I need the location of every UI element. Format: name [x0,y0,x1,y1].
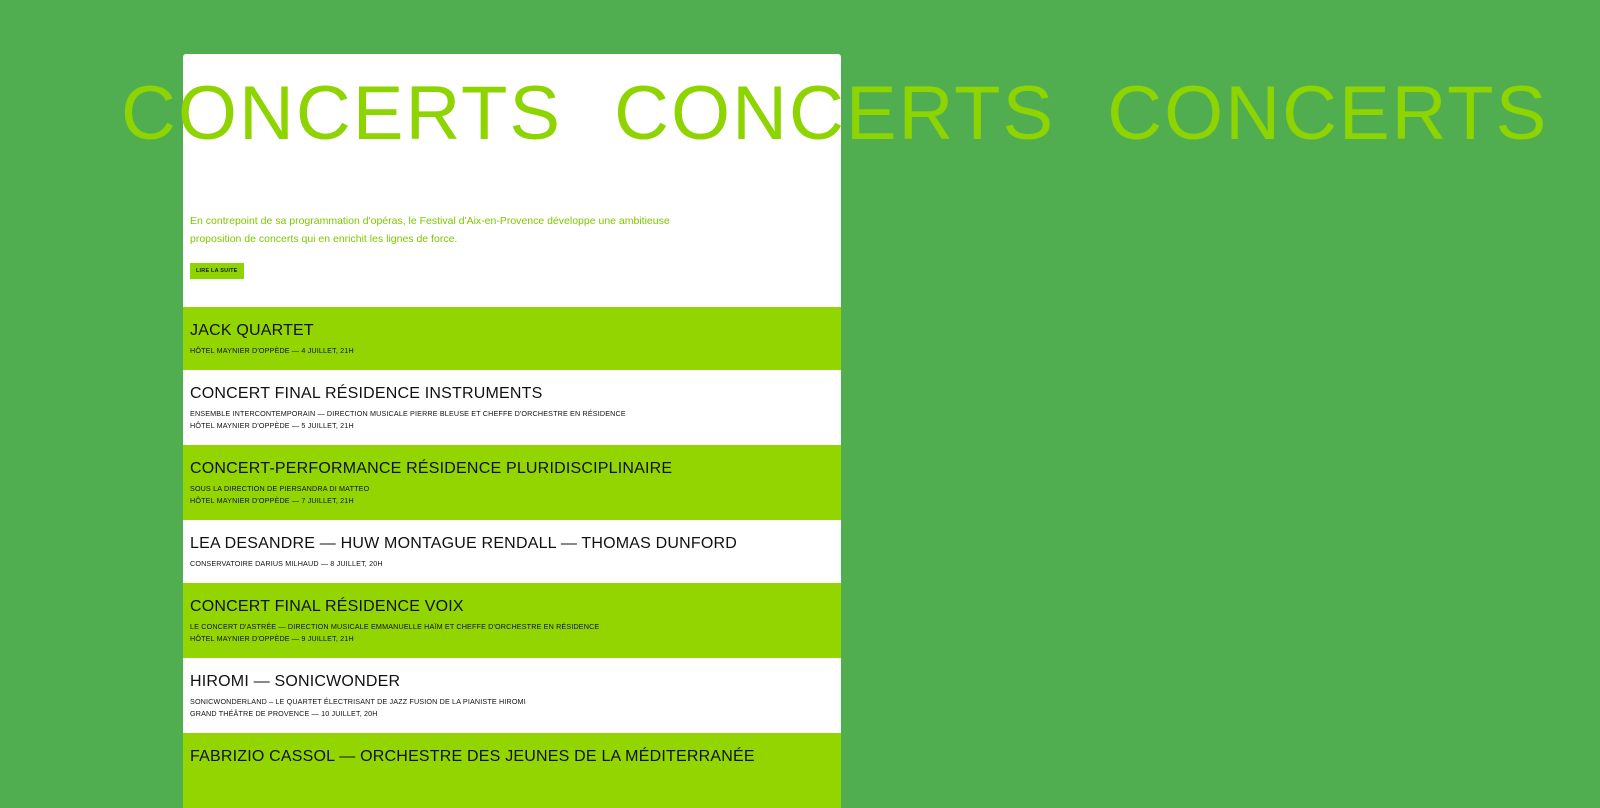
event-detail: HÔTEL MAYNIER D'OPPÈDE — 7 JUILLET, 21H [190,496,354,505]
event-item[interactable] [183,658,841,733]
intro-section [183,164,841,307]
event-detail: SONICWONDERLAND – LE QUARTET ÉLECTRISANT DE JAZZ FUSION DE LA PIANISTE HIROMI [190,697,526,706]
event-detail: SOUS LA DIRECTION DE PIERSANDRA DI MATTEO [190,484,370,493]
event-title: CONCERT FINAL RÉSIDENCE INSTRUMENTS [190,385,543,402]
banner-word: CONCERTS [614,71,1056,156]
event-item[interactable] [183,583,841,658]
event-detail: CONSERVATOIRE DARIUS MILHAUD — 8 JUILLET, 20H [190,559,383,568]
event-detail: HÔTEL MAYNIER D'OPPÈDE — 4 JUILLET, 21H [190,346,354,355]
event-detail: HÔTEL MAYNIER D'OPPÈDE — 9 JUILLET, 21H [190,634,354,643]
event-detail: GRAND THÉÂTRE DE PROVENCE — 10 JUILLET, 20H [190,709,378,718]
concerts-banner [121,54,1549,164]
event-title: CONCERT-PERFORMANCE RÉSIDENCE PLURIDISCIPLINAIRE [190,460,673,477]
event-title: HIROMI — SONICWONDER [190,673,401,690]
event-detail: ENSEMBLE INTERCONTEMPORAIN — DIRECTION MUSICALE PIERRE BLEUSE ET CHEFFE D'ORCHESTRE EN RÉSIDENCE [190,409,626,418]
event-list [183,307,841,808]
banner-word: CONCERTS [1107,71,1549,156]
event-title: CONCERT FINAL RÉSIDENCE VOIX [190,598,464,615]
event-title: JACK QUARTET [190,322,314,339]
event-detail: LE CONCERT D'ASTRÉE — DIRECTION MUSICALE EMMANUELLE HAÏM ET CHEFFE D'ORCHESTRE EN RÉSIDENCE [190,622,600,631]
intro-text-line: proposition de concerts qui en enrichit les lignes de force. [190,233,458,245]
event-item[interactable] [183,445,841,520]
event-title: FABRIZIO CASSOL — ORCHESTRE DES JEUNES DE LA MÉDITERRANÉE [190,748,755,765]
event-item[interactable] [183,307,841,370]
read-more-button[interactable]: LIRE LA SUITE [190,263,244,279]
intro-text-line: En contrepoint de sa programmation d'opéras, le Festival d'Aix-en-Provence développe une ambitieuse [190,215,670,227]
intro-text [190,212,710,248]
concerts-page [121,54,1549,774]
banner-track [121,71,1600,156]
event-detail: HÔTEL MAYNIER D'OPPÈDE — 5 JUILLET, 21H [190,421,354,430]
event-item[interactable] [183,733,841,808]
banner-word: CONCERTS [121,71,563,156]
event-title: LEA DESANDRE — HUW MONTAGUE RENDALL — THOMAS DUNFORD [190,535,738,552]
event-item[interactable] [183,370,841,445]
event-item[interactable] [183,520,841,583]
